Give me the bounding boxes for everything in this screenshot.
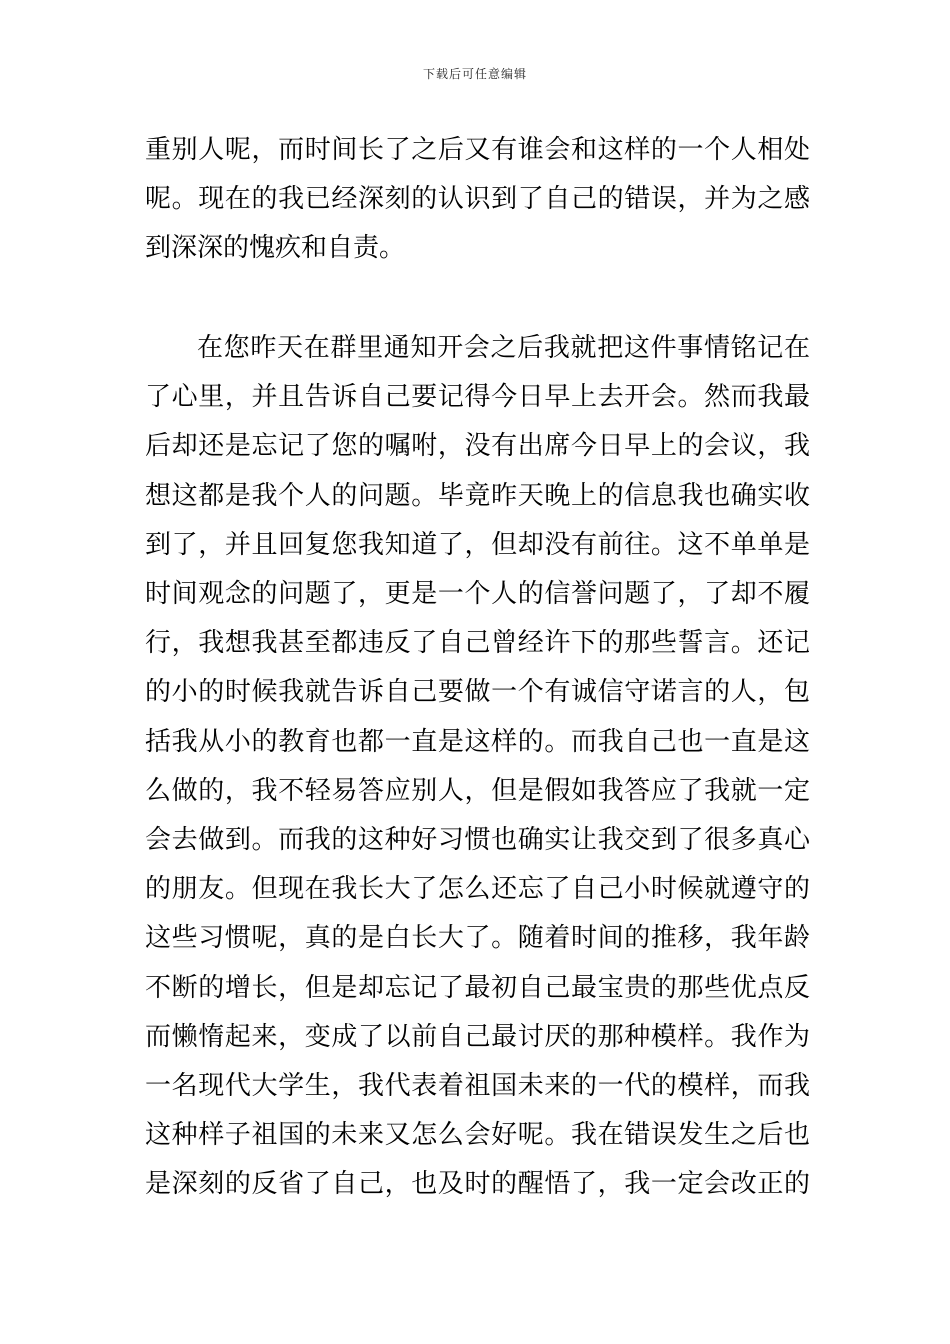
text-line: 这种样子祖国的未来又怎么会好呢。我在错误发生之后也	[145, 1120, 810, 1151]
text-line: 是深刻的反省了自己，也及时的醒悟了，我一定会改正的	[145, 1169, 810, 1200]
text-line: 的小的时候我就告诉自己要做一个有诚信守诺言的人，包	[145, 677, 810, 708]
text-line: 么做的，我不轻易答应别人，但是假如我答应了我就一定	[145, 775, 810, 806]
text-line: 会去做到。而我的这种好习惯也确实让我交到了很多真心	[145, 825, 810, 856]
paragraph-1	[145, 126, 810, 274]
text-line: 想这都是我个人的问题。毕竟昨天晚上的信息我也确实收	[145, 480, 810, 511]
text-line: 行，我想我甚至都违反了自己曾经许下的那些誓言。还记	[145, 628, 810, 659]
text-line: 而懒惰起来，变成了以前自己最讨厌的那种模样。我作为	[145, 1021, 810, 1052]
text-line: 到了，并且回复您我知道了，但却没有前往。这不单单是	[145, 529, 810, 560]
text-line: 在您昨天在群里通知开会之后我就把这件事情铭记在	[197, 333, 810, 363]
text-line: 后却还是忘记了您的嘱咐，没有出席今日早上的会议，我	[145, 431, 810, 462]
text-line: 到深深的愧疚和自责。	[145, 233, 406, 264]
text-line: 一名现代大学生，我代表着祖国未来的一代的模样，而我	[145, 1071, 810, 1102]
text-line: 了心里，并且告诉自己要记得今日早上去开会。然而我最	[145, 382, 810, 413]
text-line: 括我从小的教育也都一直是这样的。而我自己也一直是这	[145, 726, 810, 757]
text-line: 重别人呢，而时间长了之后又有谁会和这样的一个人相处	[145, 135, 810, 165]
text-line: 的朋友。但现在我长大了怎么还忘了自己小时候就遵守的	[145, 874, 810, 905]
paragraph-2	[145, 324, 810, 1210]
text-line: 不断的增长，但是却忘记了最初自己最宝贵的那些优点反	[145, 972, 810, 1003]
text-line: 时间观念的问题了，更是一个人的信誉问题了，了却不履	[145, 579, 810, 610]
text-line: 这些习惯呢，真的是白长大了。随着时间的推移，我年龄	[145, 923, 810, 954]
text-line: 呢。现在的我已经深刻的认识到了自己的错误，并为之感	[145, 184, 810, 215]
page-header-note: 下载后可任意编辑	[422, 67, 527, 81]
